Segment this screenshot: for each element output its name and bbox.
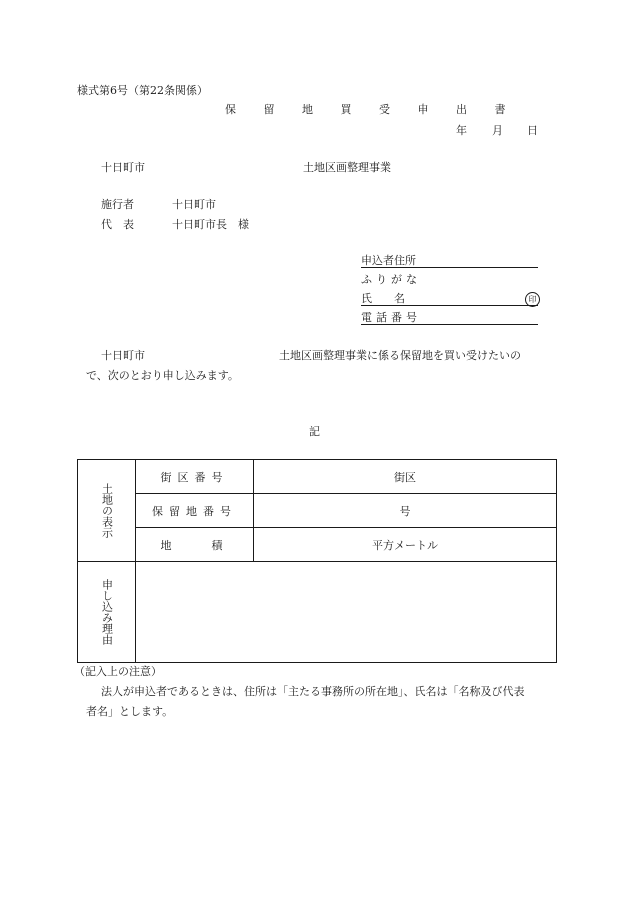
area-label: 地 積 [136,528,254,562]
body-city: 十日町市 [101,349,145,362]
reserve-lot-number-label: 保留地番号 [136,494,254,528]
date-day: 日 [527,124,538,137]
land-table [77,459,557,663]
table-row [78,528,557,562]
seal-icon: 印 [525,292,540,307]
body-line-1: 土地区画整理事業に係る保留地を買い受けたいの [279,349,521,362]
phone-label: 電話番号 [361,311,421,324]
address-underline [361,267,538,268]
date-month: 月 [492,124,503,137]
name-label: 氏 名 [361,292,405,305]
applicant-address-label: 申込者住所 [361,254,416,267]
notes-line-1: 法人が申込者であるときは、住所は「主たる事務所の所在地」、氏名は「名称及び代表 [101,685,525,698]
reason-header-label: 申し込み理由 [100,579,114,645]
project-city: 十日町市 [101,161,145,174]
furigana-label: ふりがな [361,273,421,286]
block-number-field[interactable]: 街区 [254,460,557,494]
form-title: 保 留 地 買 受 申 出 書 [225,103,518,116]
reserve-lot-number-field[interactable]: 号 [254,494,557,528]
land-header-label: 土地の表示 [100,483,114,538]
block-number-label: 街区番号 [136,460,254,494]
name-underline [361,305,538,306]
representative-value: 十日町市長 様 [172,218,249,231]
notes-line-2: 者名」とします。 [86,705,174,718]
notes-heading: （記入上の注意） [74,665,162,678]
land-header-cell [78,460,136,562]
ki-heading: 記 [309,425,320,438]
phone-underline [361,324,538,325]
area-field[interactable]: 平方メートル [254,528,557,562]
body-line-2: で、次のとおり申し込みます。 [86,369,239,382]
form-number: 様式第6号（第22条関係） [77,84,208,97]
representative-label: 代 表 [101,218,134,231]
date-year: 年 [456,124,467,137]
executor-label: 施行者 [101,198,134,211]
reason-field[interactable] [136,562,557,663]
executor-value: 十日町市 [172,198,216,211]
table-row [78,562,557,663]
table-row [78,460,557,494]
table-row [78,494,557,528]
project-name: 土地区画整理事業 [303,161,391,174]
reason-header-cell [78,562,136,663]
